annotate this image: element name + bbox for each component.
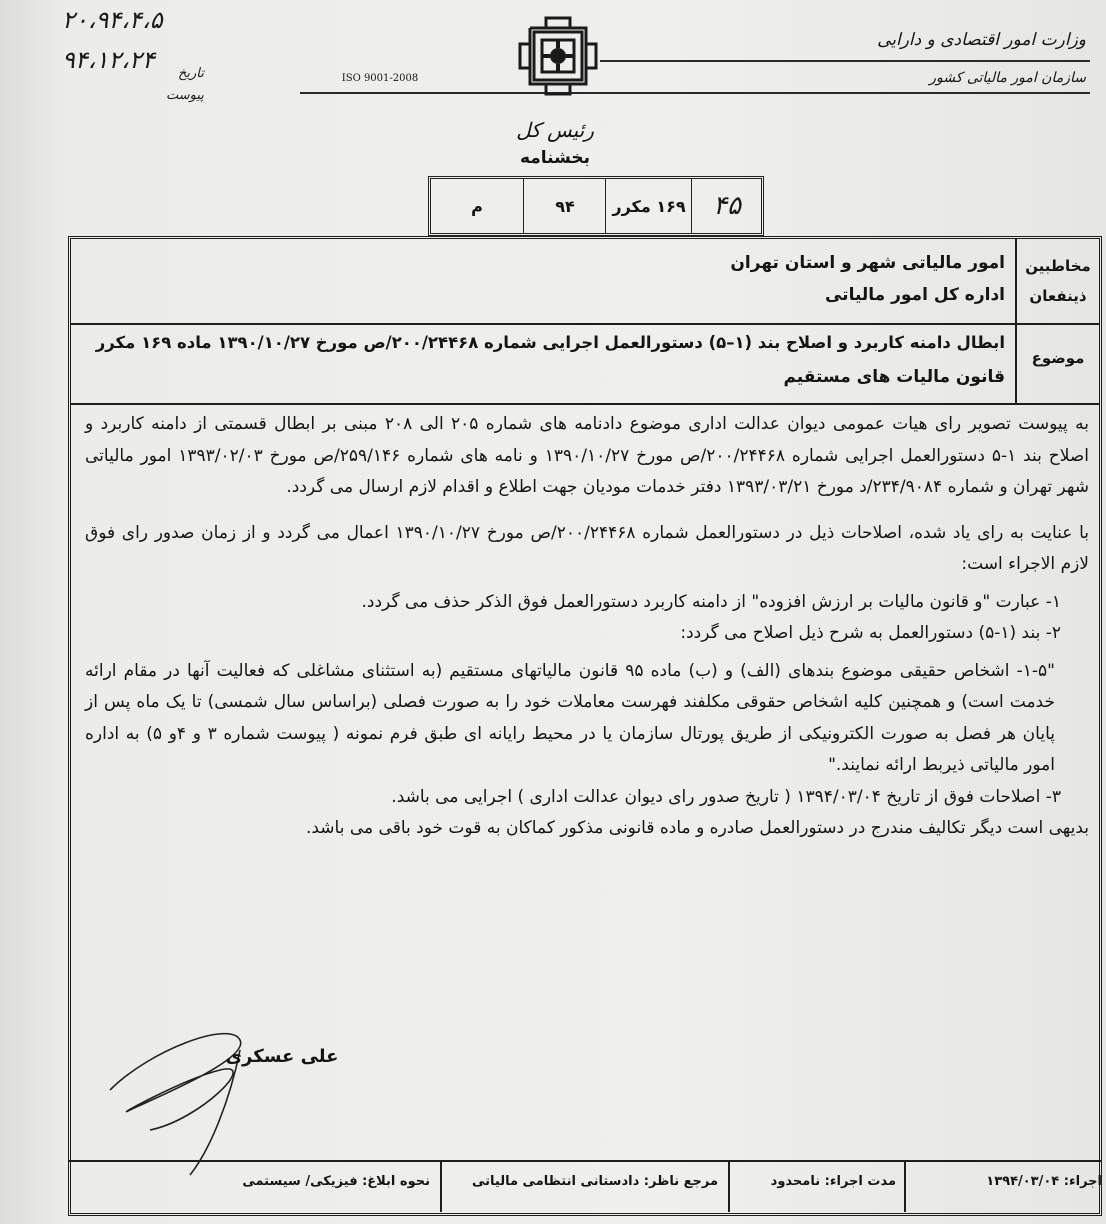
circular-body — [85, 409, 1089, 845]
stakeholders-label: ذینفعان — [1029, 287, 1087, 305]
subject-line-2: قانون مالیات های مستقیم — [783, 367, 1005, 387]
closing-statement: بدیهی است دیگر تکالیف مندرج در دستورالعمل صادره و ماده قانونی مذکور کماکان به قوت خود باقی می باشد. — [305, 818, 1089, 838]
addressees-label: مخاطبین — [1025, 257, 1091, 275]
number-cell-handwritten: ۴۵ — [691, 179, 762, 233]
document-type: بخشنامه — [519, 148, 591, 168]
handwritten-date-label: تاریخ — [178, 66, 204, 81]
body-paragraph-1: به پیوست تصویر رای هیات عمومی دیوان عدالت اداری موضوع دادنامه های شماره ۲۰۵ الی ۲۰۸ مبنی بر ابطال قسمتی از دامنه کاربرد و اصلاح بند ۱-۵ دستورالعمل اجرایی شماره ۲۰۰/۲۴۴۶۸/ص مورخ ۱۳۹۰/۱۰/۲۷ و نامه های شماره ۲۵۹/۱۴۶/ص مورخ ۱۳۹۳/۰۲/۰۳ امور مالیاتی شهر تهران و شماره ۲۳۴/۹۰۸۴/د مورخ ۱۳۹۳/۰۳/۲۱ دفتر خدمات مودیان جهت اطلاع و اقدام لازم ارسال می گردد. — [85, 414, 1089, 497]
stakeholders-value: اداره کل امور مالیاتی — [824, 285, 1005, 305]
subject-line-1: ابطال دامنه کاربرد و اصلاح بند (۱–۵) دستورالعمل اجرایی شماره ۲۰۰/۲۴۴۶۸/ص مورخ ۱۳۹۰/۱۰/۲۷ ماده ۱۶۹ مکرر — [95, 333, 1005, 352]
header-rule-bottom — [300, 92, 1090, 94]
addressees-value: امور مالیاتی شهر و استان تهران — [730, 253, 1005, 273]
body-paragraph-2: با عنایت به رای یاد شده، اصلاحات ذیل در دستورالعمل شماره ۲۰۰/۲۴۴۶۸/ص مورخ ۱۳۹۰/۱۰/۲۷ اعمال می گردد و از زمان صدور رای فوق لازم الاجراء است: — [85, 522, 1089, 574]
footer-duration: مدت اجراء: نامحدود — [770, 1174, 896, 1189]
header-rule-top — [600, 60, 1090, 62]
handwritten-number: ۲۰،۹۴،۴،۵ — [62, 6, 163, 34]
number-cell-number: ۱۶۹ مکرر — [605, 179, 692, 233]
chief-title: رئیس کل — [516, 118, 594, 142]
number-cell-m: م — [471, 196, 483, 216]
tax-organization-logo-icon — [516, 14, 600, 98]
iso-label: ISO 9001-2008 — [341, 73, 419, 84]
handwritten-attachment-note: پیوست — [166, 88, 204, 103]
amended-clause-text: "۱-۵- اشخاص حقیقی موضوع بندهای (الف) و (ب) ماده ۹۵ قانون مالیاتهای مستقیم (به استثنای مشاغلی که فعالیت آنها در مقام ارائه خدمت است) و همچنین کلیه اشخاص حقوقی مکلفند فهرست معاملات خود را به صورت فصلی (براساس سال شمسی) تا یک ماه پس از پایان هر فصل به صورت الکترونیکی از طریق پورتال سازمان یا در محیط رایانه ای طبق فرم نمونه ( پیوست شماره ۳ و ۴و ۵) به اداره امور مالیاتی ذیربط ارائه نمایند." — [85, 660, 1055, 775]
ministry-name: وزارت امور اقتصادی و دارایی — [877, 30, 1086, 50]
footer-notification-method: نحوه ابلاغ: فیزیکی/ سیستمی — [242, 1174, 430, 1189]
footer-supervisor: مرجع ناظر: دادستانی انتظامی مالیاتی — [471, 1174, 718, 1189]
amendment-item-2: ۲- بند (۱-۵) دستورالعمل به شرح ذیل اصلاح می گردد: — [680, 623, 1061, 643]
number-cell-year: ۹۴ — [523, 179, 606, 233]
footer-strip — [68, 1160, 1102, 1212]
amendment-item-1: ۱- عبارت "و قانون مالیات بر ارزش افزوده" از دامنه کاربرد دستورالعمل فوق الذکر حذف می گردد. — [361, 591, 1061, 612]
amendment-item-3: ۳- اصلاحات فوق از تاریخ ۱۳۹۴/۰۳/۰۴ ( تاریخ صدور رای دیوان عدالت اداری ) اجرایی می باشد. — [391, 786, 1061, 807]
signature-scribble-icon — [90, 1010, 330, 1180]
organization-name: سازمان امور مالیاتی کشور — [929, 70, 1086, 86]
signatory-name: علی عسکری — [225, 1046, 339, 1067]
circular-number-strip — [428, 176, 764, 236]
addressees-row — [71, 239, 1099, 325]
footer-execution-date: اجراء: ۱۳۹۴/۰۳/۰۴ — [986, 1174, 1102, 1189]
subject-label: موضوع — [1031, 349, 1085, 367]
handwritten-date: ۹۴،۱۲،۲۴ — [62, 46, 155, 74]
